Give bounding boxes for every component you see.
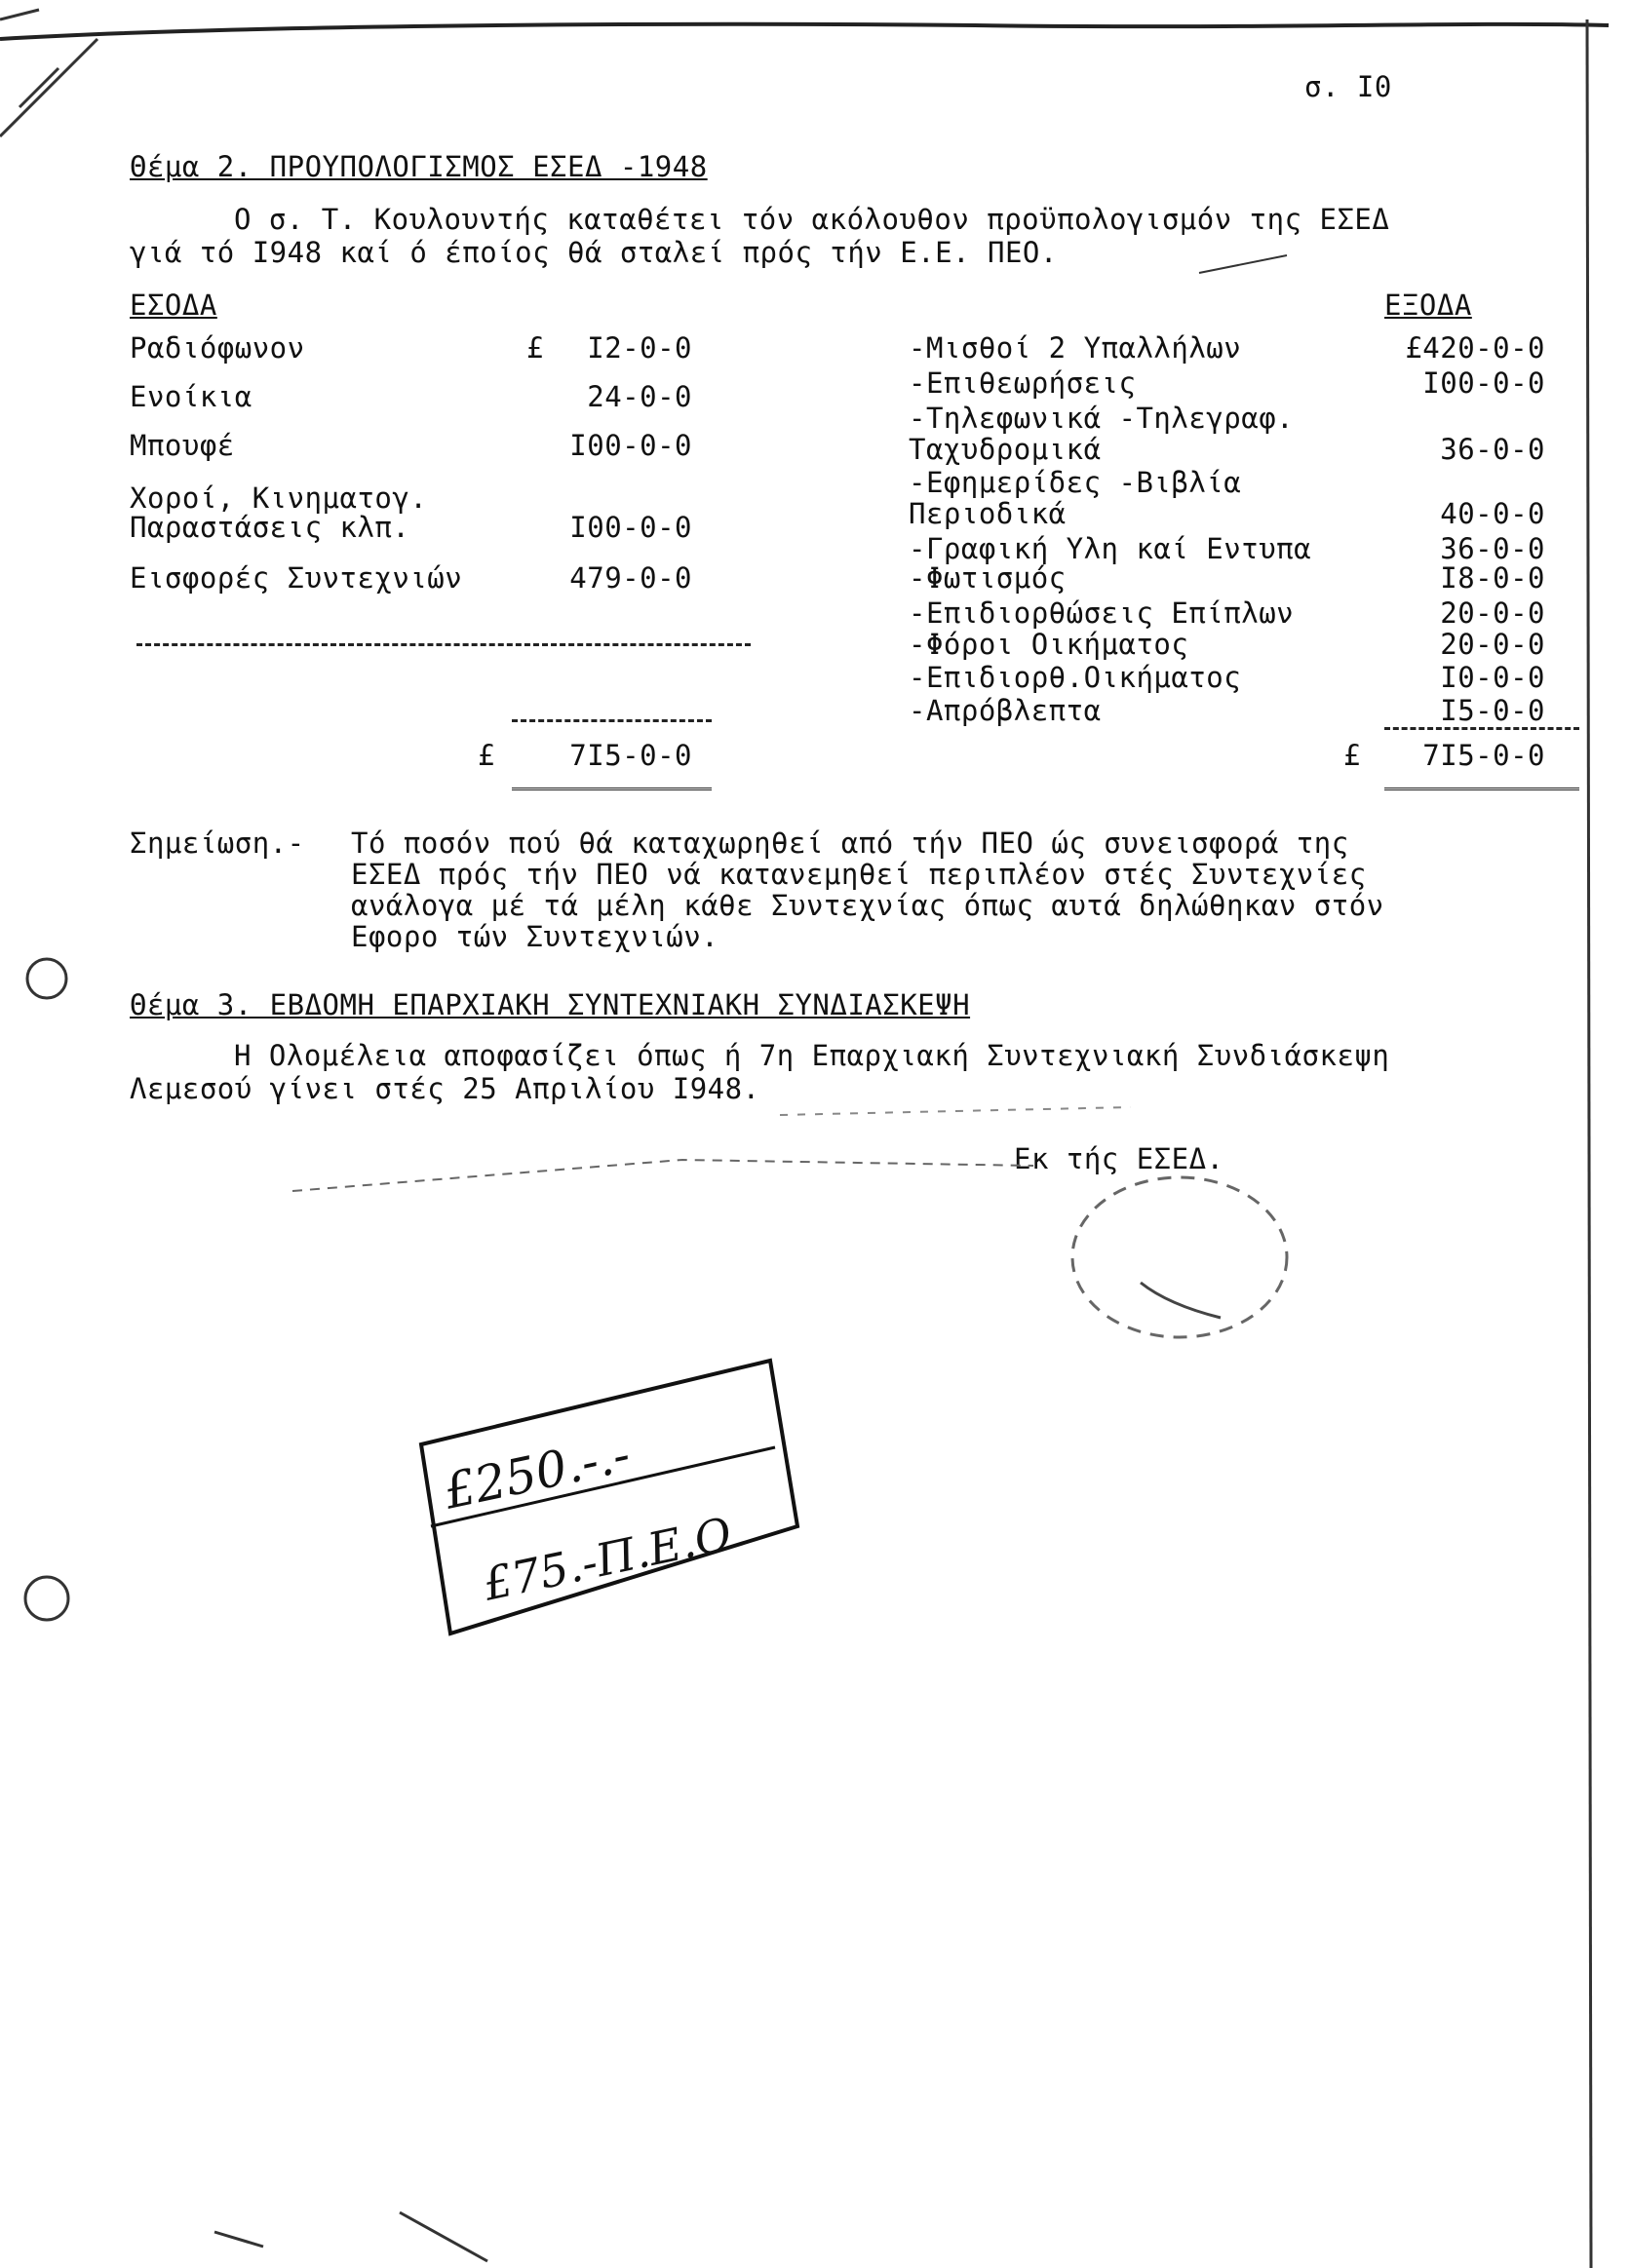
stamp-seal [1072,1177,1287,1337]
income-total-currency: £ [478,739,495,772]
expense-row-amount: 36-0-0 [1440,532,1545,565]
page-number: σ. I0 [1304,70,1392,103]
expense-row-label: -Επιθεωρήσεις [909,366,1137,400]
expense-row-amount: I5-0-0 [1440,694,1545,727]
expense-row-label: -Φωτισμός [909,561,1067,595]
expenses-header: ΕΞΟΔΑ [1384,288,1472,322]
expense-row-label-continued: Ταχυδρομικά [909,433,1102,466]
item-3-line-2: Λεμεσού γίνει στές 25 Απριλίου I948. [130,1072,760,1105]
note-line-4: Εφορο τών Συντεχνιών. [351,920,719,953]
expenses-total: 7I5-0-0 [1422,739,1545,772]
income-row-label: Χοροί, Κινηματογ. [130,481,428,515]
expense-row-amount: £420-0-0 [1405,331,1545,365]
income-row-label: Ενοίκια [130,380,252,413]
income-row-label: Εισφορές Συντεχνιών [130,561,463,595]
income-row-amount: I00-0-0 [569,511,692,544]
item-3-heading: Θέμα 3. ΕΒΔΟΜΗ ΕΠΑΡΧΙΑΚΗ ΣΥΝΤΕΧΝΙΑΚΗ ΣΥΝΔΙΑΣΚΕΨΗ [130,988,971,1021]
item-2-intro-line-2: γιά τό I948 καί ό έποίος θά σταλεί πρός τήν Ε.Ε. ΠΕΟ. [130,236,1058,269]
expense-row-label: -Γραφική Υλη καί Εντυπα [909,532,1312,565]
item-3-line-1: Η Ολομέλεια αποφασίζει όπως ή 7η Επαρχιακή Συντεχνιακή Συνδιάσκεψη [234,1039,1390,1072]
item-2-heading: Θέμα 2. ΠΡΟΥΠΟΛΟΓΙΣΜΟΣ ΕΣΕΔ -1948 [130,150,708,183]
income-row-label-continued: Παραστάσεις κλπ. [130,511,410,544]
expenses-total-currency: £ [1343,739,1361,772]
expense-row-label-continued: Περιοδικά [909,497,1067,530]
income-row-currency: £ [526,331,544,365]
expense-row-label: -Εφημερίδες -Βιβλία [909,466,1242,499]
punch-hole [25,1577,68,1620]
expense-row-label: -Μισθοί 2 Υπαλλήλων [909,331,1242,365]
handwritten-line-1: £250.-.- [439,1425,636,1520]
income-row-amount: 24-0-0 [587,380,692,413]
right-edge-line [1587,19,1591,2268]
income-row-amount: 479-0-0 [569,561,692,595]
income-row-amount: I00-0-0 [569,429,692,462]
signoff: Εκ τής ΕΣΕΔ. [1014,1142,1224,1175]
expense-row-amount: 20-0-0 [1440,628,1545,661]
expense-row-label: -Επιδιορθ.Οικήματος [909,661,1242,694]
expense-row-amount: 40-0-0 [1440,497,1545,530]
income-total: 7I5-0-0 [569,739,692,772]
punch-hole [27,959,66,998]
income-row-amount: I2-0-0 [587,331,692,365]
note-line-2: ΕΣΕΔ πρός τήν ΠΕΟ νά κατανεμηθεί περιπλέον στές Συντεχνίες [351,858,1367,891]
expense-row-amount: I0-0-0 [1440,661,1545,694]
corner-mark [0,10,97,136]
note-label: Σημείωση.- [130,826,305,860]
expense-row-amount: 20-0-0 [1440,596,1545,630]
expense-row-label: -Απρόβλεπτα [909,694,1102,727]
note-line-3: ανάλογα μέ τά μέλη κάθε Συντεχνίας όπως αυτά δηλώθηκαν στόν [351,889,1384,922]
income-row-label: Ραδιόφωνον [130,331,305,365]
expense-row-label: -Φόροι Οικήματος [909,628,1189,661]
item-2-intro-line-1: Ο σ. Τ. Κουλουντής καταθέτει τόν ακόλουθον προϋπολογισμόν της ΕΣΕΔ [234,203,1390,236]
income-row-label: Μπουφέ [130,429,235,462]
expense-row-amount: I00-0-0 [1422,366,1545,400]
expense-row-label: -Τηλεφωνικά -Τηλεγραφ. [909,402,1295,435]
note-line-1: Τό ποσόν πού θά καταχωρηθεί από τήν ΠΕΟ ώς συνεισφορά της [351,826,1349,860]
income-header: ΕΣΟΔΑ [130,288,217,322]
expense-row-amount: 36-0-0 [1440,433,1545,466]
handwritten-line-2: £75.-Π.Ε.Ο [479,1507,737,1611]
expense-row-label: -Επιδιορθώσεις Επίπλων [909,596,1295,630]
top-edge-line [0,24,1609,39]
expense-row-amount: I8-0-0 [1440,561,1545,595]
